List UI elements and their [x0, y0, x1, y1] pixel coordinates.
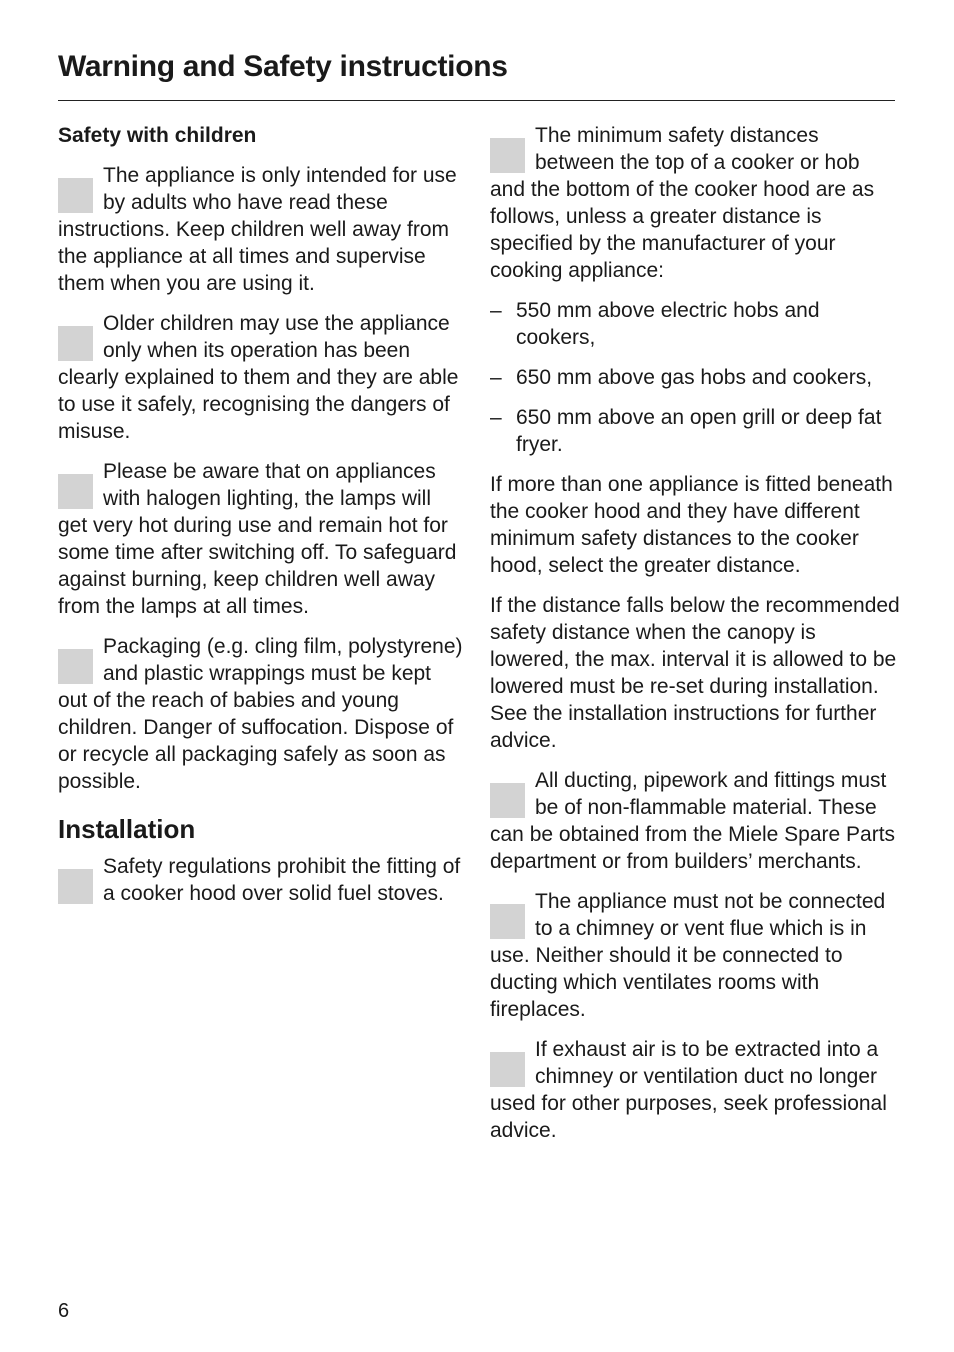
left-column	[58, 122, 464, 920]
warning-marker-icon	[490, 783, 525, 818]
warning-text: The minimum safety distances between the top of a cooker or hob and the bottom of the cooker hood are as follows, unless a greater distance is specified by the manufacturer of your cooking appliance:	[490, 124, 875, 282]
list-item-text: 550 mm above electric hobs and cookers,	[516, 299, 820, 349]
warning-paragraph	[490, 767, 900, 875]
subheading-safety-children: Safety with children	[58, 124, 257, 147]
warning-marker-icon	[58, 869, 93, 904]
title-divider	[58, 100, 895, 101]
warning-marker-icon	[58, 474, 93, 509]
warning-paragraph	[58, 458, 464, 620]
warning-paragraph	[58, 310, 464, 445]
warning-paragraph	[490, 888, 900, 1023]
body-paragraph: If the distance falls below the recommended safety distance when the canopy is lowered, the max. interval it is allowed to be lowered must be re-set during installation. See the installation instructions for further advice.	[490, 594, 900, 752]
warning-paragraph	[490, 122, 900, 284]
section-heading-installation: Installation	[58, 814, 196, 844]
warning-paragraph	[490, 1036, 900, 1144]
list-item-text: 650 mm above gas hobs and cookers,	[516, 366, 873, 389]
page-title: Warning and Safety instructions	[58, 50, 508, 83]
list-item	[490, 404, 900, 458]
dash-bullet: –	[490, 406, 502, 429]
body-paragraph: If more than one appliance is fitted beneath the cooker hood and they have different minimum safety distances to the cooker hood, select the greater distance.	[490, 473, 893, 577]
dash-bullet: –	[490, 366, 502, 389]
warning-paragraph	[58, 633, 464, 795]
list-item	[490, 364, 900, 391]
warning-text: Older children may use the appliance only when its operation has been clearly explained to them and they are able to use it safely, recognising the dangers of misuse.	[58, 312, 459, 443]
warning-text: The appliance must not be connected to a chimney or vent flue which is in use. Neither should it be connected to ducting which ventilates rooms with fireplaces.	[490, 890, 886, 1021]
warning-text: Packaging (e.g. cling film, polystyrene) and plastic wrappings must be kept out of the reach of babies and young children. Danger of suffocation. Dispose of or recycle all packaging safely as soon as possible.	[58, 635, 463, 793]
warning-marker-icon	[58, 326, 93, 361]
page-number: 6	[58, 1300, 70, 1322]
list-item-text: 650 mm above an open grill or deep fat fryer.	[516, 406, 882, 456]
warning-text: If exhaust air is to be extracted into a chimney or ventilation duct no longer used for other purposes, seek professional advice.	[490, 1038, 887, 1142]
warning-marker-icon	[490, 904, 525, 939]
warning-marker-icon	[58, 178, 93, 213]
warning-paragraph	[58, 853, 464, 907]
warning-marker-icon	[490, 138, 525, 173]
dash-bullet: –	[490, 299, 502, 322]
warning-text: The appliance is only intended for use by adults who have read these instructions. Keep children well away from the appliance at all times and supervise them when you are using it.	[58, 164, 457, 295]
warning-text: All ducting, pipework and fittings must be of non-flammable material. These can be obtained from the Miele Spare Parts department or from builders’ merchants.	[490, 769, 896, 873]
warning-text: Safety regulations prohibit the fitting of a cooker hood over solid fuel stoves.	[103, 855, 461, 905]
list-item	[490, 297, 900, 351]
warning-marker-icon	[490, 1052, 525, 1087]
warning-marker-icon	[58, 649, 93, 684]
right-column	[490, 122, 900, 1157]
warning-text: Please be aware that on appliances with halogen lighting, the lamps will get very hot during use and remain hot for some time after switching off. To safeguard against burning, keep children well away from the lamps at all times.	[58, 460, 457, 618]
warning-paragraph	[58, 162, 464, 297]
